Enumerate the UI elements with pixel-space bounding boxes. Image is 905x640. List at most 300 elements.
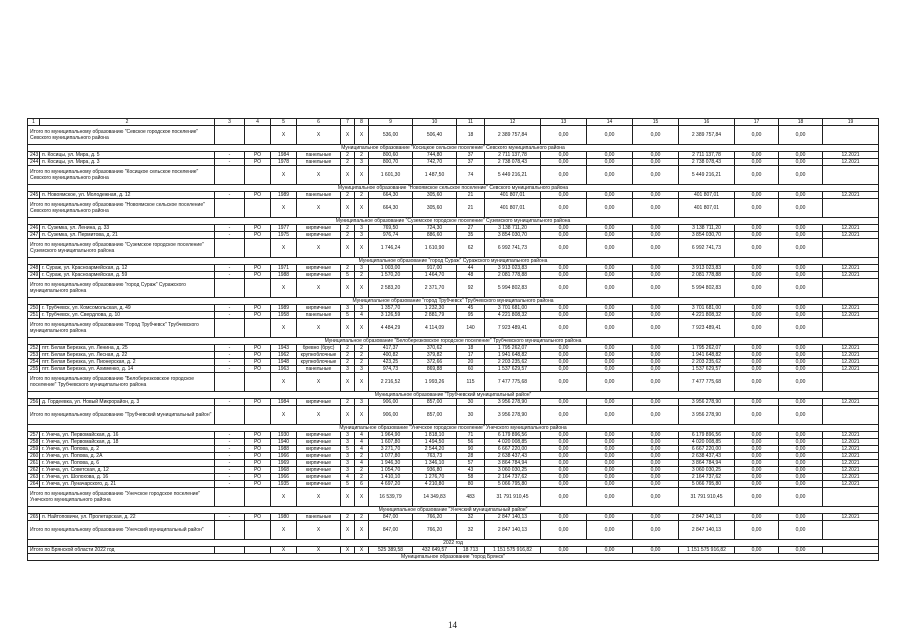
table-cell: 62 <box>457 239 485 258</box>
table-cell: 0,00 <box>587 312 633 319</box>
table-cell: 6 <box>355 481 369 488</box>
table-cell: 3 060 030,25 <box>679 467 735 474</box>
table-row <box>28 467 879 474</box>
table-cell: 506,40 <box>413 126 457 145</box>
table-cell: 3 956 278,90 <box>679 399 735 406</box>
table-cell: 379,82 <box>413 352 457 359</box>
table-cell: 30 <box>457 399 485 406</box>
table-cell <box>245 279 271 298</box>
table-cell <box>245 319 271 338</box>
table-cell: 1 494,50 <box>413 439 457 446</box>
table-cell: 0,00 <box>633 481 679 488</box>
header-cell: 11 <box>457 119 485 126</box>
table-cell: 0,00 <box>735 474 779 481</box>
section-title: Муниципальное образование "Унечский муниципальный район" <box>28 507 879 514</box>
table-cell: 4 <box>355 460 369 467</box>
table-row <box>28 305 879 312</box>
table-cell: кирпичные <box>297 453 341 460</box>
table-cell: 1 795 262,07 <box>485 345 541 352</box>
table-cell <box>823 239 879 258</box>
table-cell: 4 020 008,85 <box>485 439 541 446</box>
subtotal-row <box>28 199 879 218</box>
table-cell: 58 <box>457 474 485 481</box>
table-cell: 2 638 437,43 <box>485 453 541 460</box>
header-cell: 12 <box>485 119 541 126</box>
table-cell: 0,00 <box>633 305 679 312</box>
table-row <box>28 312 879 319</box>
table-cell: 0,00 <box>541 359 587 366</box>
subtotal-row <box>28 166 879 185</box>
table-cell: 1 607,80 <box>369 439 413 446</box>
table-cell: X <box>297 239 341 258</box>
table-cell: 4 221 808,32 <box>679 312 735 319</box>
table-cell: 0,00 <box>541 521 587 540</box>
table-cell: 12.2021 <box>823 352 879 359</box>
table-cell: 2 <box>341 159 355 166</box>
table-cell: РО <box>245 265 271 272</box>
table-cell <box>823 126 879 145</box>
table-cell: 3 <box>341 439 355 446</box>
table-cell: 1 054,70 <box>369 467 413 474</box>
table-cell: 0,00 <box>541 399 587 406</box>
table-cell: 2 738 078,43 <box>485 159 541 166</box>
table-cell: 0,00 <box>735 239 779 258</box>
section-row <box>28 507 879 514</box>
table-cell: 20 <box>457 359 485 366</box>
table-cell: 0,00 <box>541 272 587 279</box>
table-cell: 16 539,79 <box>369 488 413 507</box>
table-cell: 7 923 489,41 <box>485 319 541 338</box>
header-cell: 13 <box>541 119 587 126</box>
table-cell: 766,20 <box>413 521 457 540</box>
table-cell: X <box>297 279 341 298</box>
table-cell: 0,00 <box>587 453 633 460</box>
table-cell: 3 956 278,90 <box>485 399 541 406</box>
header-cell: 17 <box>735 119 779 126</box>
table-cell: 2 847 140,13 <box>485 514 541 521</box>
table-cell: 536,00 <box>369 126 413 145</box>
table-cell: 0,00 <box>633 474 679 481</box>
table-cell: 0,00 <box>541 126 587 145</box>
table-cell: г. Трубчевск, ул. Комсомольская, д. 49 <box>40 305 215 312</box>
section-row <box>28 185 879 192</box>
subtotal-label: Итого по муниципальному образованию "Суземское городское поселение" Суземского муниципального района <box>28 239 215 258</box>
section-title: Муниципальное образование "Суземское городское поселение" Суземского муниципального района <box>28 218 879 225</box>
section-row <box>28 218 879 225</box>
table-cell: 2 <box>341 352 355 359</box>
table-cell: 0,00 <box>779 232 823 239</box>
table-cell: 32 <box>457 521 485 540</box>
table-cell: 12.2021 <box>823 446 879 453</box>
table-cell: 0,00 <box>541 345 587 352</box>
subtotal-label: Итого по Брянской области 2022 год <box>28 547 215 554</box>
table-cell: 2 <box>355 152 369 159</box>
table-cell: кирпичные <box>297 467 341 474</box>
table-cell: 1968 <box>271 467 297 474</box>
table-cell: 3 271,70 <box>369 446 413 453</box>
table-cell: 57 <box>457 460 485 467</box>
subtotal-row <box>28 406 879 425</box>
table-cell: - <box>215 152 245 159</box>
table-cell: 0,00 <box>633 460 679 467</box>
header-cell: 4 <box>245 119 271 126</box>
table-cell: 1984 <box>271 399 297 406</box>
table-cell: 5 <box>341 312 355 319</box>
section-row <box>28 258 879 265</box>
table-cell: 7 477 775,68 <box>485 373 541 392</box>
table-cell: 0,00 <box>541 352 587 359</box>
table-cell: 0,00 <box>735 467 779 474</box>
subtotal-label: Итого по муниципальному образованию "Новоямское сельское поселение" Севского муниципального района <box>28 199 215 218</box>
table-cell: 0,00 <box>735 152 779 159</box>
table-cell: 0,00 <box>541 373 587 392</box>
subtotal-label: Итого по муниципальному образованию "Унечское городское поселение" Унечского муниципального района <box>28 488 215 507</box>
table-cell: 0,00 <box>633 432 679 439</box>
table-cell: 0,00 <box>633 272 679 279</box>
table-cell: 0,00 <box>735 265 779 272</box>
table-cell: X <box>355 406 369 425</box>
subtotal-label: Итого по муниципальному образованию "Севское городское поселение" Севского муниципального района <box>28 126 215 145</box>
table-cell: 5 449 216,21 <box>485 166 541 185</box>
table-cell: 4 <box>341 474 355 481</box>
table-cell: 0,00 <box>541 467 587 474</box>
table-cell: 2 164 737,62 <box>679 474 735 481</box>
table-row <box>28 152 879 159</box>
table-cell: 12.2021 <box>823 225 879 232</box>
table-cell: 6 992 741,73 <box>485 239 541 258</box>
table-header-row <box>28 119 879 126</box>
table-cell: 0,00 <box>735 460 779 467</box>
table-row <box>28 446 879 453</box>
table-cell: X <box>297 126 341 145</box>
table-cell: 250 <box>28 305 40 312</box>
table-cell: X <box>271 406 297 425</box>
table-cell: 0,00 <box>735 352 779 359</box>
table-cell: 60 <box>457 366 485 373</box>
table-cell: 12.2021 <box>823 159 879 166</box>
header-cell: 7 <box>341 119 355 126</box>
table-cell: РО <box>245 192 271 199</box>
section-row <box>28 425 879 432</box>
table-cell: 4 221 808,32 <box>485 312 541 319</box>
table-cell: 5 994 802,83 <box>485 279 541 298</box>
table-cell: 32 <box>457 514 485 521</box>
table-cell: - <box>215 481 245 488</box>
table-cell: 1958 <box>271 312 297 319</box>
table-cell: 35 <box>457 232 485 239</box>
table-cell: 254 <box>28 359 40 366</box>
table-row <box>28 453 879 460</box>
table-cell: пгт. Белая Березка, ул. Пионерская, д. 2 <box>40 359 215 366</box>
table-cell: 1989 <box>271 192 297 199</box>
table-cell <box>215 319 245 338</box>
table-cell: д. Гордеевка, ул. Новый Микрорайон, д. 3 <box>40 399 215 406</box>
section-row <box>28 554 879 561</box>
table-cell: 243 <box>28 152 40 159</box>
table-cell: 7 477 775,68 <box>679 373 735 392</box>
grand-total-row <box>28 547 879 554</box>
table-cell: кирпичные <box>297 474 341 481</box>
table-cell: 257 <box>28 432 40 439</box>
table-cell: 1 993,26 <box>413 373 457 392</box>
table-cell: 37 <box>457 152 485 159</box>
table-cell <box>245 239 271 258</box>
table-cell: 3 864 784,94 <box>679 460 735 467</box>
table-cell: 417,37 <box>369 345 413 352</box>
table-cell: 0,00 <box>779 192 823 199</box>
table-cell: 0,00 <box>779 152 823 159</box>
table-cell: 0,00 <box>587 514 633 521</box>
table-cell: 0,00 <box>587 192 633 199</box>
table-cell: 0,00 <box>587 199 633 218</box>
table-cell: 2 711 137,78 <box>679 152 735 159</box>
table-cell: 2 847 140,13 <box>679 514 735 521</box>
header-cell: 10 <box>413 119 457 126</box>
table-row <box>28 272 879 279</box>
table-cell <box>215 488 245 507</box>
table-cell <box>245 521 271 540</box>
table-cell: - <box>215 305 245 312</box>
table-cell: 1 276,70 <box>413 474 457 481</box>
table-cell: 0,00 <box>541 232 587 239</box>
table-cell: 2 <box>341 152 355 159</box>
table-cell: 90 <box>457 446 485 453</box>
table-cell: 744,80 <box>413 152 457 159</box>
table-cell: 255 <box>28 366 40 373</box>
header-cell: 1 <box>28 119 40 126</box>
table-cell: 12.2021 <box>823 439 879 446</box>
table-cell: 3 126,59 <box>369 312 413 319</box>
table-cell <box>245 166 271 185</box>
table-row <box>28 225 879 232</box>
table-row <box>28 345 879 352</box>
table-row <box>28 439 879 446</box>
table-cell: 0,00 <box>633 192 679 199</box>
table-cell: 0,00 <box>735 272 779 279</box>
table-cell: - <box>215 345 245 352</box>
table-cell: 0,00 <box>779 514 823 521</box>
table-cell: панельные <box>297 152 341 159</box>
table-cell <box>215 373 245 392</box>
table-cell: 0,00 <box>633 406 679 425</box>
table-cell: 0,00 <box>633 399 679 406</box>
table-cell: 5 066 795,80 <box>679 481 735 488</box>
table-cell: 0,00 <box>779 199 823 218</box>
table-cell: 869,88 <box>413 366 457 373</box>
table-cell: РО <box>245 345 271 352</box>
table-cell: 56 <box>457 439 485 446</box>
header-cell: 14 <box>587 119 633 126</box>
table-cell: 1 346,10 <box>413 460 457 467</box>
section-title: Муниципальное образование "город Брянск" <box>28 554 879 561</box>
table-cell: 0,00 <box>779 481 823 488</box>
table-cell: 0,00 <box>541 225 587 232</box>
table-cell: 1943 <box>271 345 297 352</box>
table-cell: пгт. Белая Березка, ул. Лесная, д. 22 <box>40 352 215 359</box>
table-cell: 1 601,30 <box>369 166 413 185</box>
table-cell: 4 114,09 <box>413 319 457 338</box>
table-cell: 0,00 <box>779 460 823 467</box>
table-cell: 906,00 <box>369 399 413 406</box>
table-cell: п. Найтоповичи, ул. Пролетарская, д. 22 <box>40 514 215 521</box>
table-cell: г. Унеча, ул. Первомайская, д. 16 <box>40 432 215 439</box>
table-cell: X <box>341 166 355 185</box>
table-cell: 12.2021 <box>823 305 879 312</box>
table-row <box>28 481 879 488</box>
table-cell: 2 <box>355 514 369 521</box>
table-cell: 1 003,00 <box>369 265 413 272</box>
table-cell: 2 847 140,13 <box>679 521 735 540</box>
header-cell: 18 <box>779 119 823 126</box>
table-cell <box>245 199 271 218</box>
table-cell: кирпичные <box>297 305 341 312</box>
table-cell: 12.2021 <box>823 312 879 319</box>
subtotal-label: Итого по муниципальному образованию "Косицкое сельское поселение" Севского муниципального района <box>28 166 215 185</box>
table-cell: 12.2021 <box>823 453 879 460</box>
table-cell: X <box>355 373 369 392</box>
table-cell: РО <box>245 453 271 460</box>
section-row <box>28 145 879 152</box>
table-cell: 0,00 <box>587 439 633 446</box>
table-cell: 0,00 <box>587 446 633 453</box>
table-cell: X <box>297 488 341 507</box>
table-cell: 3 <box>355 225 369 232</box>
table-cell: 0,00 <box>779 319 823 338</box>
table-cell: 2 203 235,62 <box>485 359 541 366</box>
table-cell: 857,00 <box>413 399 457 406</box>
table-cell: 12.2021 <box>823 514 879 521</box>
table-cell: X <box>355 488 369 507</box>
table-cell: 18 713 <box>457 547 485 554</box>
table-cell: 0,00 <box>587 359 633 366</box>
table-cell: 262 <box>28 467 40 474</box>
subtotal-row <box>28 239 879 258</box>
table-cell: 0,00 <box>541 406 587 425</box>
table-cell: 12.2021 <box>823 481 879 488</box>
table-cell: 0,00 <box>633 488 679 507</box>
table-row <box>28 159 879 166</box>
header-cell: 6 <box>297 119 341 126</box>
table-cell <box>823 279 879 298</box>
table-cell: 1948 <box>271 359 297 366</box>
table-cell: 1 151 575 916,82 <box>485 547 541 554</box>
table-cell: 0,00 <box>633 225 679 232</box>
table-cell: 2 <box>341 359 355 366</box>
table-cell: 80 <box>457 481 485 488</box>
table-cell: 0,00 <box>541 265 587 272</box>
table-cell <box>215 279 245 298</box>
table-cell: 664,30 <box>369 192 413 199</box>
table-cell: 0,00 <box>587 319 633 338</box>
table-cell: 769,50 <box>369 225 413 232</box>
table-cell: панельные <box>297 366 341 373</box>
table-cell: 1 410,10 <box>369 474 413 481</box>
table-cell: 0,00 <box>541 481 587 488</box>
table-cell: РО <box>245 225 271 232</box>
subtotal-row <box>28 521 879 540</box>
table-cell: 0,00 <box>779 345 823 352</box>
table-cell: панельные <box>297 192 341 199</box>
table-cell: 742,70 <box>413 159 457 166</box>
table-cell: 12.2021 <box>823 345 879 352</box>
table-cell: РО <box>245 446 271 453</box>
table-cell: 12.2021 <box>823 467 879 474</box>
table-cell: X <box>355 239 369 258</box>
table-cell: РО <box>245 305 271 312</box>
table-cell: X <box>297 319 341 338</box>
table-cell: 0,00 <box>587 152 633 159</box>
table-cell: 1988 <box>271 446 297 453</box>
table-cell: 0,00 <box>587 521 633 540</box>
table-cell: 0,00 <box>541 319 587 338</box>
table-cell: РО <box>245 366 271 373</box>
table-cell: 1 487,50 <box>413 166 457 185</box>
table-cell: 6 992 741,73 <box>679 239 735 258</box>
table-cell: г. Трубчевск, ул. Свердлова, д. 10 <box>40 312 215 319</box>
table-cell: РО <box>245 514 271 521</box>
table-cell: 1978 <box>271 159 297 166</box>
table-cell: 886,60 <box>413 232 457 239</box>
table-cell: РО <box>245 399 271 406</box>
section-row <box>28 392 879 399</box>
table-cell: РО <box>245 432 271 439</box>
table-cell: 0,00 <box>735 159 779 166</box>
section-row <box>28 338 879 345</box>
table-cell: 0,00 <box>587 399 633 406</box>
table-cell: 2 <box>341 265 355 272</box>
table-cell: 6 667 220,00 <box>679 446 735 453</box>
table-cell: 724,30 <box>413 225 457 232</box>
table-cell: 800,60 <box>369 152 413 159</box>
table-cell: г. Унеча, ул. Шолохова, д. 16 <box>40 474 215 481</box>
subtotal-label: Итого по муниципальному образованию "город Сураж" Суражского муниципального района <box>28 279 215 298</box>
table-cell: РО <box>245 272 271 279</box>
table-cell: 0,00 <box>779 126 823 145</box>
table-cell: 0,00 <box>587 126 633 145</box>
table-cell: 0,00 <box>541 159 587 166</box>
table-cell <box>245 547 271 554</box>
section-title: Муниципальное образование "Косицкое сельское поселение" Севского муниципального района <box>28 145 879 152</box>
table-cell: 252 <box>28 345 40 352</box>
table-cell: 4 <box>355 432 369 439</box>
table-cell: 1966 <box>271 453 297 460</box>
table-cell <box>245 126 271 145</box>
table-cell: кирпичные <box>297 265 341 272</box>
table-cell: 0,00 <box>735 488 779 507</box>
table-cell: 0,00 <box>541 460 587 467</box>
table-cell: 4 020 008,85 <box>679 439 735 446</box>
table-cell: 1 537 629,57 <box>485 366 541 373</box>
table-cell: 0,00 <box>779 279 823 298</box>
table-cell: 3 854 030,70 <box>485 232 541 239</box>
table-cell: 12.2021 <box>823 432 879 439</box>
table-cell: 0,00 <box>779 305 823 312</box>
table-cell: 30 <box>457 406 485 425</box>
housing-repair-table <box>27 118 879 561</box>
table-cell: 664,30 <box>369 199 413 218</box>
table-cell: 401 807,01 <box>679 199 735 218</box>
table-cell: X <box>355 319 369 338</box>
table-cell: 3 854 030,70 <box>679 232 735 239</box>
table-cell: РО <box>245 159 271 166</box>
page-number: 14 <box>448 620 457 630</box>
table-cell: 12.2021 <box>823 460 879 467</box>
table-cell: 1 795 262,07 <box>679 345 735 352</box>
table-cell: 3 956 278,90 <box>485 406 541 425</box>
table-cell: 245 <box>28 192 40 199</box>
table-cell: 17 <box>457 352 485 359</box>
table-cell: 1 232,30 <box>413 305 457 312</box>
